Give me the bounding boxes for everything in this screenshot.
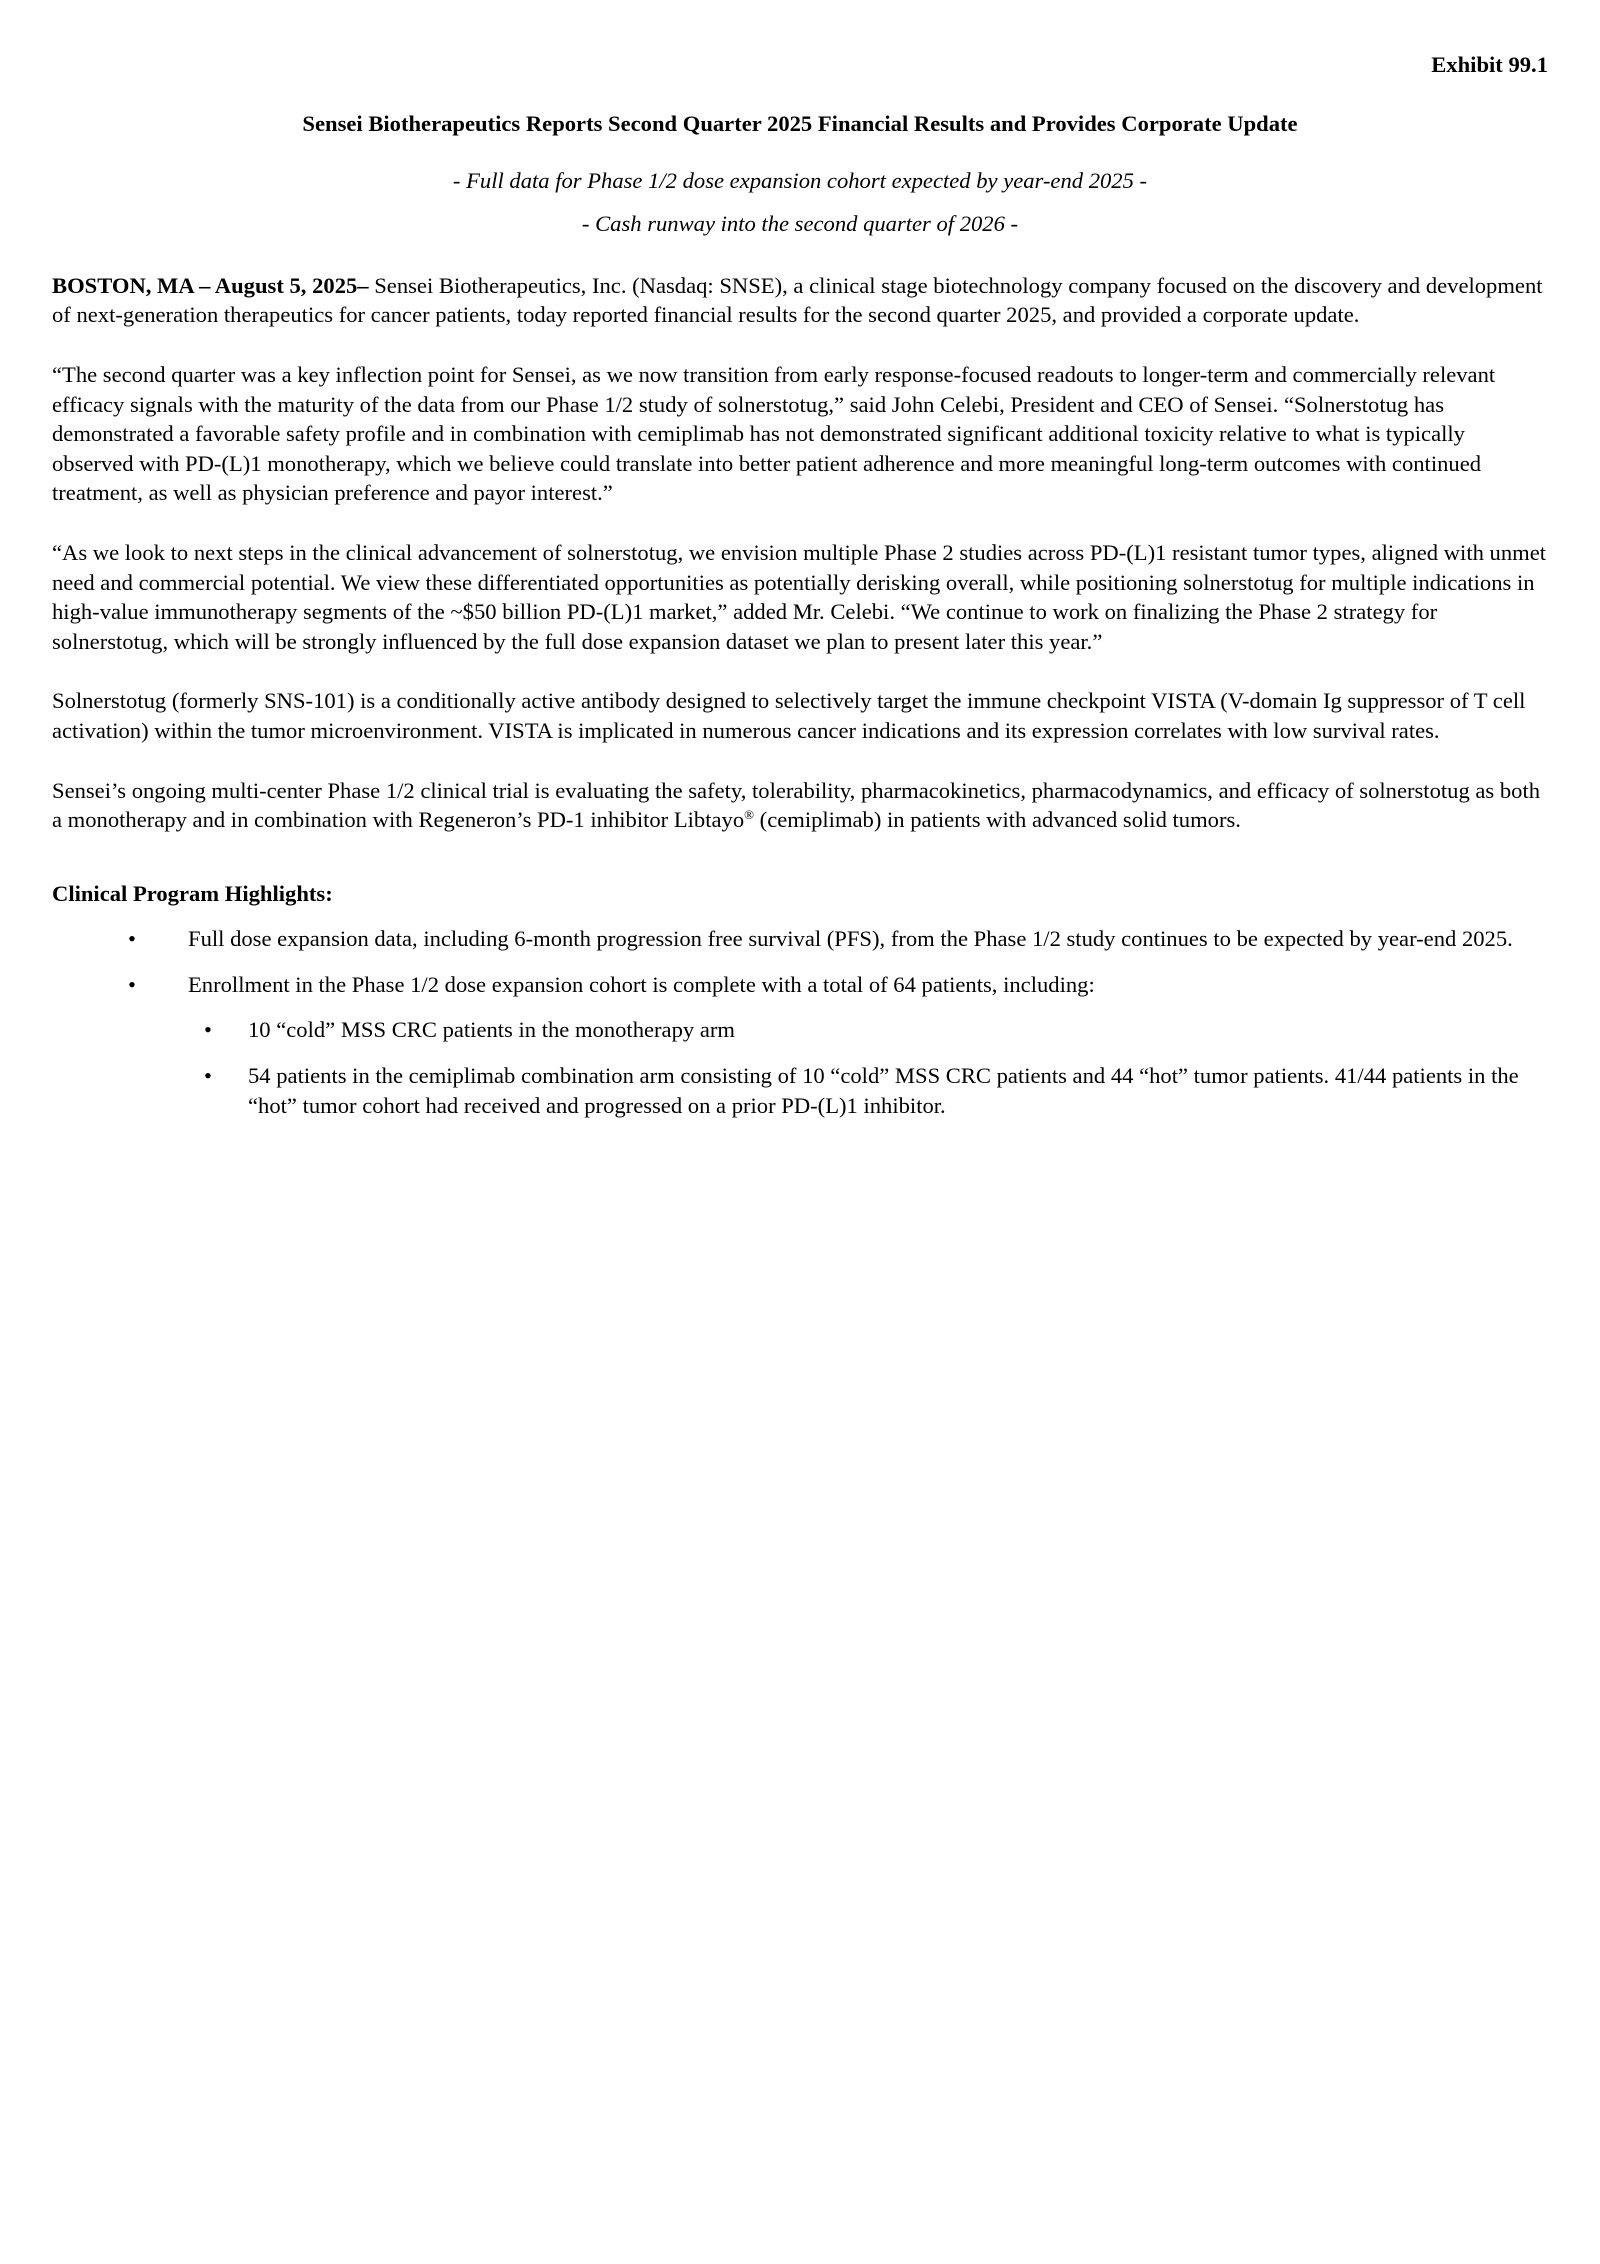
product-description-paragraph: Solnerstotug (formerly SNS-101) is a conditionally active antibody designed to selectively target the immune checkpoint VISTA (V-domain Ig suppressor of T cell activation) within the tumor microenvironment. VISTA is implicated in numerous cancer indications and its expression correlates with low survival rates. [52, 688, 1526, 743]
sub-highlight-text: 54 patients in the cemiplimab combination arm consisting of 10 “cold” MSS CRC patients and 44 “hot” tumor patients. 41/44 patients in the “hot” tumor cohort had received and progressed on a prior PD-(L)1 inhibitor. [248, 1063, 1519, 1118]
highlights-list [52, 924, 1548, 1120]
press-release-title: Sensei Biotherapeutics Reports Second Quarter 2025 Financial Results and Provides Corporate Update [302, 111, 1298, 136]
highlight-text: Full dose expansion data, including 6-month progression free survival (PFS), from the Phase 1/2 study continues to be expected by year-end 2025. [188, 926, 1513, 952]
sub-highlight-text: 10 “cold” MSS CRC patients in the monotherapy arm [248, 1017, 735, 1043]
trial-text-main: Sensei’s ongoing multi-center Phase 1/2 clinical trial is evaluating the safety, tolerability, pharmacokinetics, pharmacodynamics, and efficacy of solnerstotug as both a monotherapy and in combination with Regeneron’s PD-1 inhibitor Libtayo [52, 777, 1541, 833]
bullet-icon: • [128, 926, 136, 952]
ceo-quote-paragraph: “The second quarter was a key inflection point for Sensei, as we now transition from early response-focused readouts to longer-term and commercially relevant efficacy signals with the maturity of the data from our Phase 1/2 study of solnerstotug,” said John Celebi, President and CEO of Sensei. “Solnerstotug has demonstrated a favorable safety profile and in combination with cemiplimab has not demonstrated significant additional toxicity relative to what is typically observed with PD-(L)1 monotherapy, which we believe could translate into better patient adherence and more meaningful long-term outcomes with continued treatment, as well as physician preference and payor interest.” [52, 361, 1496, 506]
list-item [52, 1061, 1548, 1120]
list-item [52, 924, 1548, 954]
exhibit-label: Exhibit 99.1 [1431, 52, 1548, 77]
intro-text: Sensei Biotherapeutics, Inc. (Nasdaq: SNSE), a clinical stage biotechnology company focused on the discovery and development of next-generation therapeutics for cancer patients, today reported financial results for the second quarter 2025, and provided a corporate update. [52, 272, 1543, 328]
bullet-icon: • [204, 1017, 212, 1043]
list-item [52, 1015, 1548, 1045]
dateline: BOSTON, MA – August 5, 2025– [52, 272, 369, 298]
subtitle-cash-runway: - Cash runway into the second quarter of 2026 - [581, 211, 1019, 237]
list-item [52, 970, 1548, 1120]
highlight-text: Enrollment in the Phase 1/2 dose expansion cohort is complete with a total of 64 patients, including: [188, 971, 1095, 997]
highlights-sub-list [52, 1015, 1548, 1120]
subtitle-data-timing: - Full data for Phase 1/2 dose expansion cohort expected by year-end 2025 - [452, 167, 1148, 193]
next-steps-quote-paragraph: “As we look to next steps in the clinical advancement of solnerstotug, we envision multiple Phase 2 studies across PD-(L)1 resistant tumor types, aligned with unmet need and commercial potential. We view these differentiated opportunities as potentially derisking overall, while positioning solnerstotug for multiple indications in high-value immunotherapy segments of the ~$50 billion PD-(L)1 market,” added Mr. Celebi. “We continue to work on finalizing the Phase 2 strategy for solnerstotug, which will be strongly influenced by the full dose expansion dataset we plan to present later this year.” [52, 539, 1547, 654]
trial-description-paragraph [52, 776, 1548, 835]
section-heading-highlights: Clinical Program Highlights: [52, 880, 333, 906]
registered-mark: ® [744, 807, 755, 823]
bullet-icon: • [204, 1063, 212, 1089]
bullet-icon: • [128, 971, 136, 997]
trial-text-end: (cemiplimab) in patients with advanced solid tumors. [754, 807, 1241, 833]
intro-paragraph [52, 271, 1548, 330]
